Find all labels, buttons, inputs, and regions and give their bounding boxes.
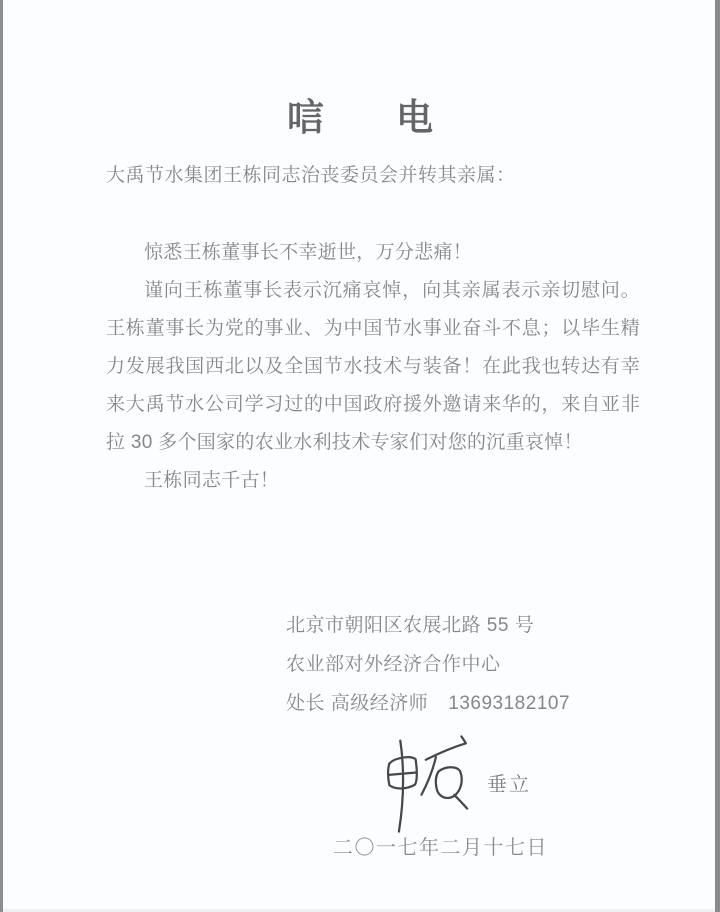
title-char-right: 电 [396,96,433,138]
letter-body [106,234,640,500]
sender-phone: 13693182107 [448,693,571,714]
sender-title-phone-line [286,684,570,723]
date-line: 二〇一七年二月十七日 [333,837,548,859]
sender-block [286,606,570,723]
paragraph-3: 王栋同志千古！ [144,470,280,491]
paragraph-1: 惊悉王栋董事长不幸逝世，万分悲痛！ [144,242,473,263]
page-title [0,87,720,141]
paragraph-2: 谨向王栋董事长表示沉痛哀悼，向其亲属表示亲切慰问。王栋董事长为党的事业、为中国节水事业奋斗不息；以毕生精力发展我国西北以及全国节水技术与装备！在此我也转达有幸来大禹节水公司学习过的中国政府援外邀请来华的，来自亚非拉 30 多个国家的农业水利技术专家们对您的沉重哀悼！ [106,280,640,453]
sender-address-line-2: 农业部对外经济合作中心 [286,654,501,675]
signature-printed-name: 垂立 [487,774,531,796]
handwritten-signature [378,731,480,833]
sender-title: 处长 高级经济师 [286,693,429,714]
salutation-line: 大禹节水集团王栋同志治丧委员会并转其亲属： [106,165,516,186]
title-char-left: 唁 [287,96,324,138]
sender-address-line-1: 北京市朝阳区农展北路 55 号 [286,615,535,636]
